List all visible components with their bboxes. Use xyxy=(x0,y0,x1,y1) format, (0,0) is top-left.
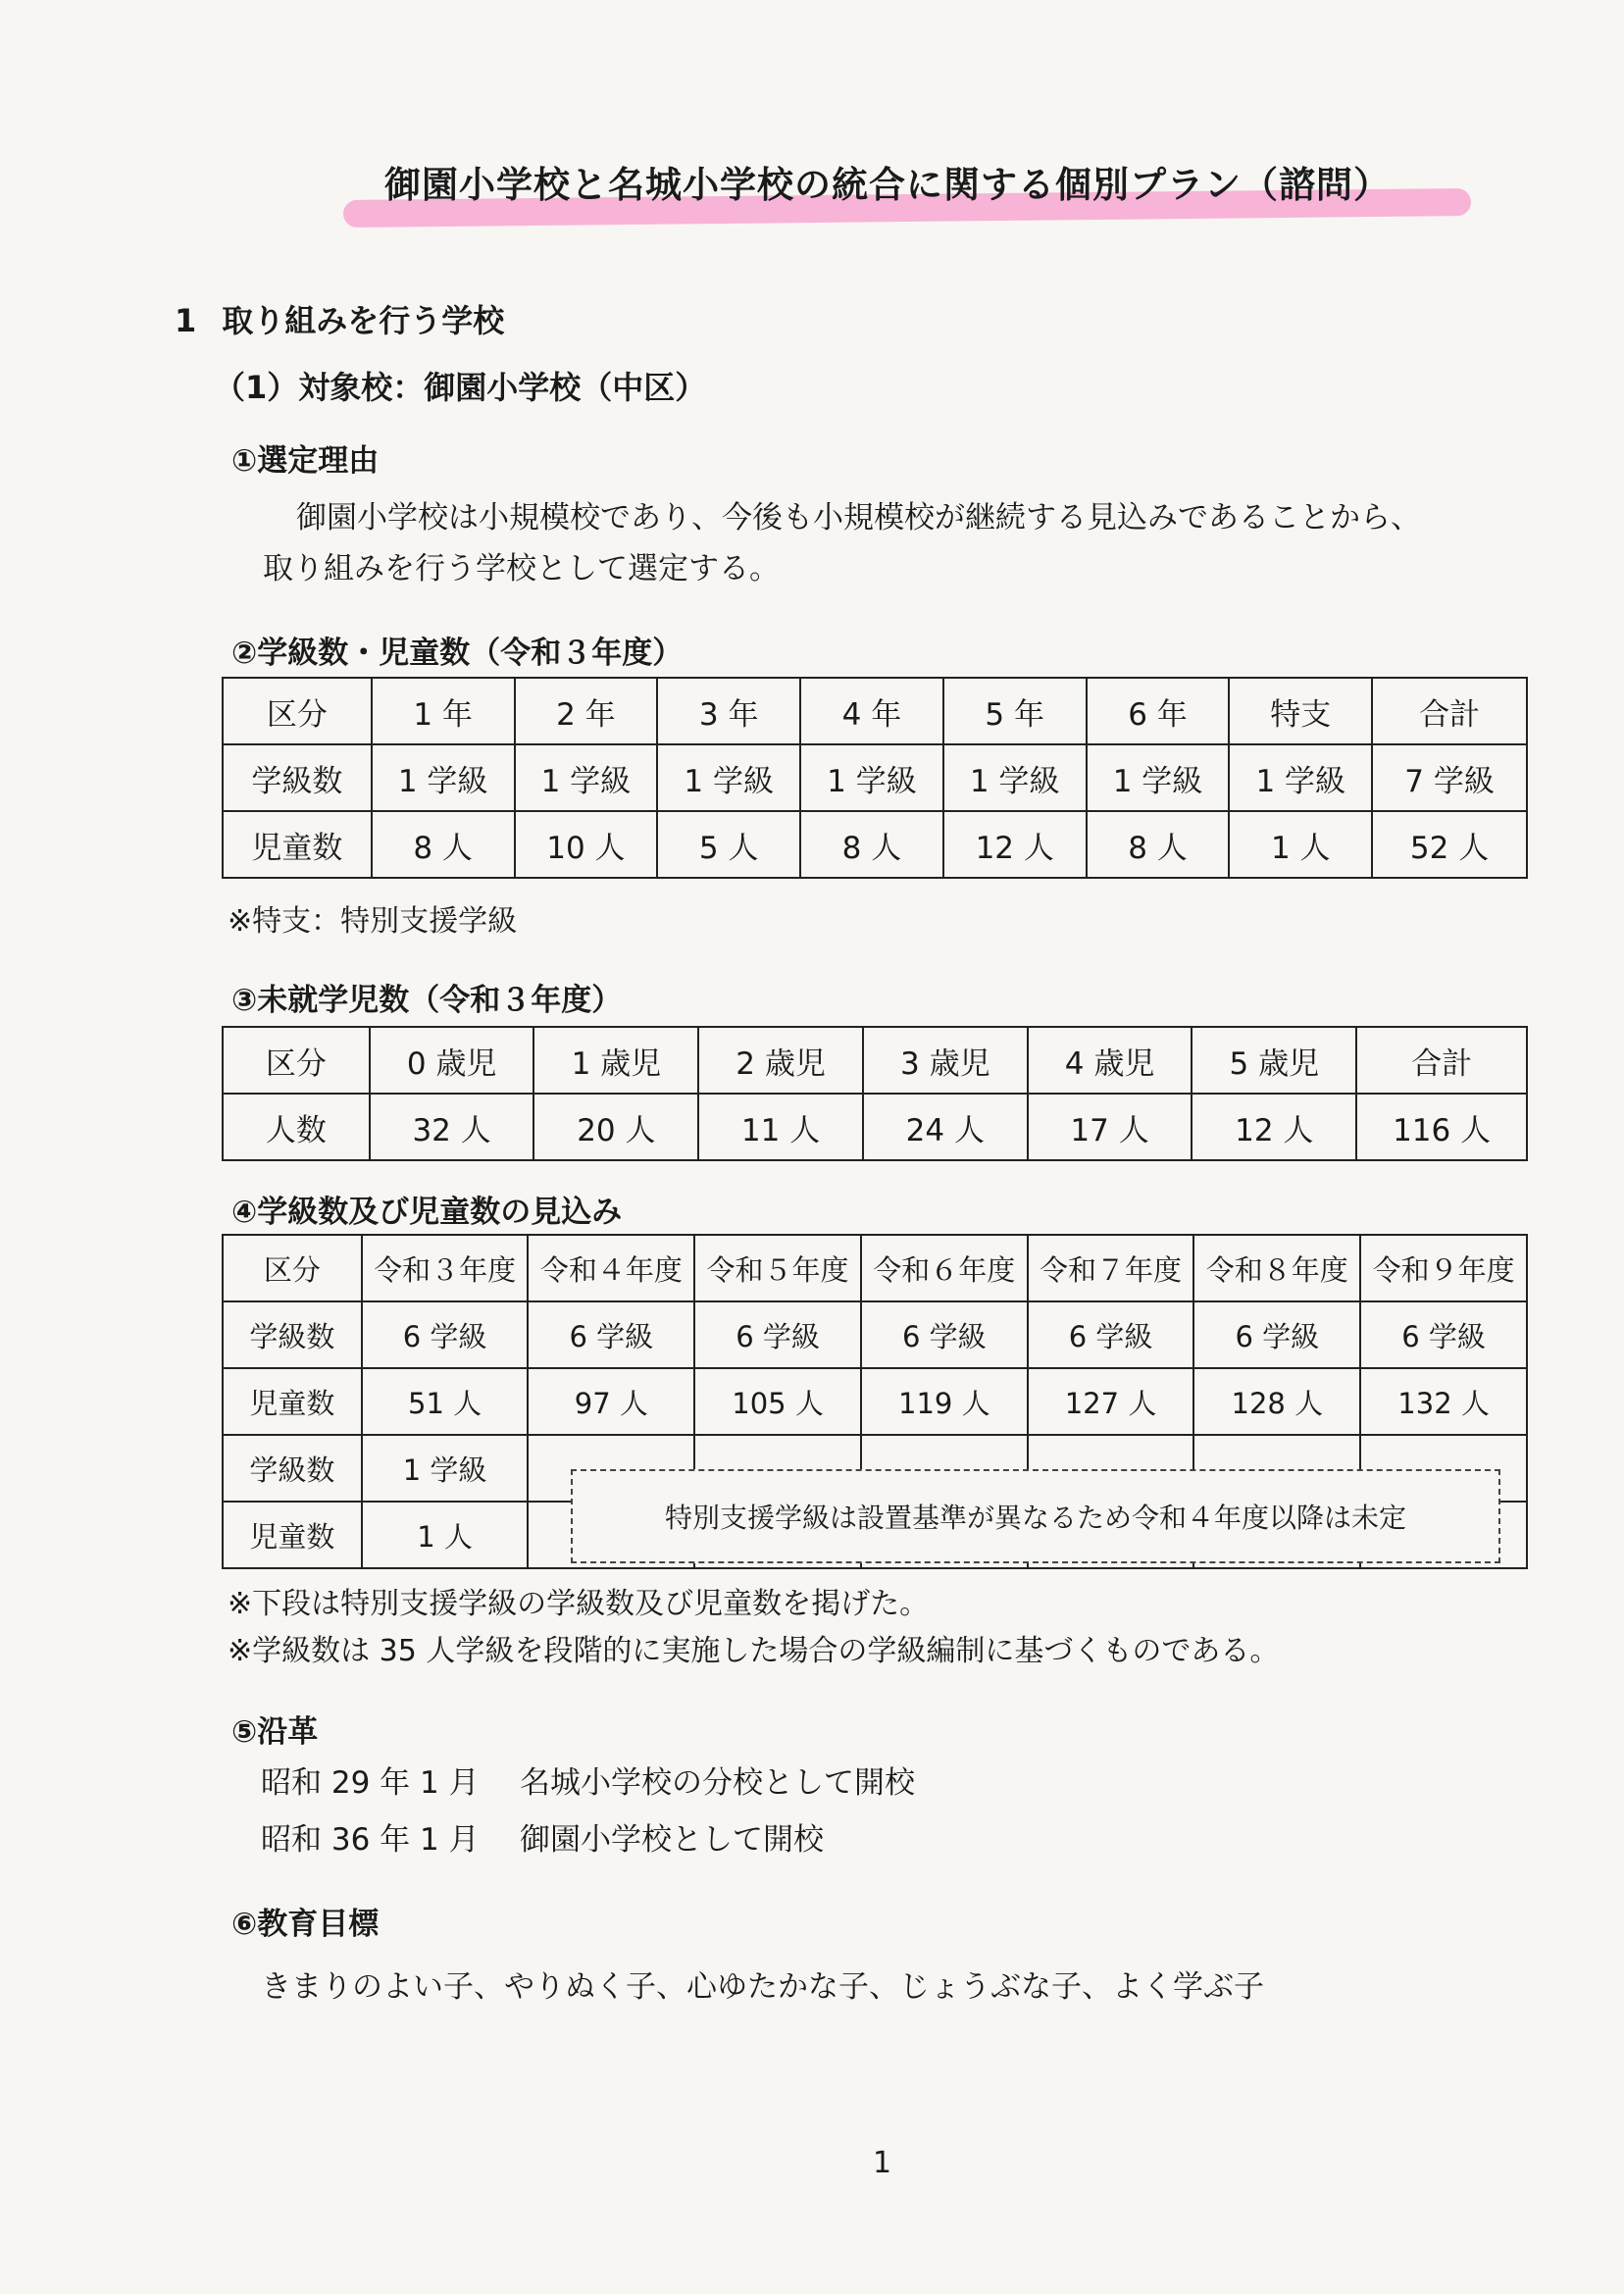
table-header-row xyxy=(223,1027,1527,1094)
table-cell: 6 学級 xyxy=(528,1301,694,1368)
table-cell: 97 人 xyxy=(528,1368,694,1435)
table-cell: 20 人 xyxy=(533,1094,698,1160)
table-cell: 区分 xyxy=(223,1027,370,1094)
table-cell: 合計 xyxy=(1372,678,1527,744)
classes-table xyxy=(222,677,1528,879)
table-cell: 令和７年度 xyxy=(1028,1235,1194,1301)
table-cell: 51 人 xyxy=(362,1368,529,1435)
table-cell: 3 歳児 xyxy=(863,1027,1028,1094)
table-row xyxy=(223,811,1527,878)
table-cell: 1 歳児 xyxy=(533,1027,698,1094)
table-cell: 1 学級 xyxy=(362,1435,529,1502)
table-cell: 127 人 xyxy=(1028,1368,1194,1435)
table-cell: 1 年 xyxy=(372,678,515,744)
table-cell: 119 人 xyxy=(861,1368,1028,1435)
table-cell: 令和８年度 xyxy=(1193,1235,1360,1301)
table-cell: 8 人 xyxy=(800,811,943,878)
table-cell: 令和４年度 xyxy=(528,1235,694,1301)
table-cell: 2 年 xyxy=(515,678,658,744)
table-cell: 11 人 xyxy=(698,1094,863,1160)
table-cell: 1 学級 xyxy=(1087,744,1230,811)
table-cell: 52 人 xyxy=(1372,811,1527,878)
table-cell: 区分 xyxy=(223,1235,362,1301)
table-cell: 8 人 xyxy=(1087,811,1230,878)
table-cell: 1 学級 xyxy=(657,744,800,811)
table-cell: 10 人 xyxy=(515,811,658,878)
table-cell: 6 学級 xyxy=(694,1301,861,1368)
table-cell: 4 年 xyxy=(800,678,943,744)
section-heading xyxy=(175,296,504,341)
table-cell: 学級数 xyxy=(223,1301,362,1368)
history-item xyxy=(261,1814,824,1865)
history-text: 名城小学校の分校として開校 xyxy=(520,1765,915,1801)
table-cell: 6 学級 xyxy=(861,1301,1028,1368)
table-header-row xyxy=(223,1235,1527,1301)
table-cell: 1 人 xyxy=(1229,811,1372,878)
table-cell: 令和５年度 xyxy=(694,1235,861,1301)
table-row xyxy=(223,1368,1527,1435)
goals-heading: ⑥教育目標 xyxy=(231,1907,380,1942)
table-cell: 合計 xyxy=(1356,1027,1527,1094)
table-cell: 令和９年度 xyxy=(1360,1235,1527,1301)
history-heading: ⑤沿革 xyxy=(231,1714,319,1750)
table-cell: 7 学級 xyxy=(1372,744,1527,811)
table-cell: 児童数 xyxy=(223,1368,362,1435)
table-row xyxy=(223,1301,1527,1368)
table-cell: 1 学級 xyxy=(1229,744,1372,811)
table-cell: 区分 xyxy=(223,678,372,744)
page-number: 1 xyxy=(873,2146,892,2180)
classes-note: ※特支：特別支援学級 xyxy=(228,904,518,939)
reason-line-2: 取り組みを行う学校として選定する。 xyxy=(263,551,780,586)
preschool-table xyxy=(222,1026,1528,1161)
table-cell: 2 歳児 xyxy=(698,1027,863,1094)
history-date: 昭和 29 年 1 月 xyxy=(261,1765,480,1801)
table-cell: 12 人 xyxy=(943,811,1087,878)
table-cell: 132 人 xyxy=(1360,1368,1527,1435)
page-title: 御園小学校と名城小学校の統合に関する個別プラン（諮問） xyxy=(384,164,1391,206)
table-cell: 17 人 xyxy=(1028,1094,1193,1160)
table-cell: 8 人 xyxy=(372,811,515,878)
table-cell: 特支 xyxy=(1229,678,1372,744)
table-row xyxy=(223,1094,1527,1160)
table-cell: 1 学級 xyxy=(800,744,943,811)
preschool-heading: ③未就学児数（令和３年度） xyxy=(231,983,623,1018)
table-cell: 5 歳児 xyxy=(1192,1027,1356,1094)
table-cell: 5 人 xyxy=(657,811,800,878)
table-cell: 学級数 xyxy=(223,1435,362,1502)
history-item xyxy=(261,1758,915,1809)
table-cell: 105 人 xyxy=(694,1368,861,1435)
reason-heading: ①選定理由 xyxy=(231,443,380,479)
table-cell: 学級数 xyxy=(223,744,372,811)
table-cell: 5 年 xyxy=(943,678,1087,744)
table-cell: 人数 xyxy=(223,1094,370,1160)
table-cell: 令和３年度 xyxy=(362,1235,529,1301)
goals-text: きまりのよい子、やりぬく子、心ゆたかな子、じょうぶな子、よく学ぶ子 xyxy=(261,1969,1264,2005)
table-cell: 令和６年度 xyxy=(861,1235,1028,1301)
table-cell: 1 人 xyxy=(362,1502,529,1568)
table-row xyxy=(223,744,1527,811)
table-cell: 6 学級 xyxy=(1193,1301,1360,1368)
table-cell: 6 年 xyxy=(1087,678,1230,744)
table-cell: 6 学級 xyxy=(1360,1301,1527,1368)
table-cell: 32 人 xyxy=(370,1094,534,1160)
section-number: 1 xyxy=(175,302,197,339)
table-cell: 0 歳児 xyxy=(370,1027,534,1094)
table-cell: 24 人 xyxy=(863,1094,1028,1160)
table-cell: 6 学級 xyxy=(1028,1301,1194,1368)
undecided-note-text: 特別支援学級は設置基準が異なるため令和４年度以降は未定 xyxy=(664,1502,1406,1534)
table-cell: 児童数 xyxy=(223,811,372,878)
table-cell: 12 人 xyxy=(1192,1094,1356,1160)
reason-line-1: 御園小学校は小規模校であり、今後も小規模校が継続する見込みであることから、 xyxy=(296,500,1421,535)
forecast-note-2: ※学級数は 35 人学級を段階的に実施した場合の学級編制に基づくものである。 xyxy=(228,1634,1280,1668)
table-cell: 116 人 xyxy=(1356,1094,1527,1160)
history-text: 御園小学校として開校 xyxy=(520,1822,824,1858)
table-cell: 6 学級 xyxy=(362,1301,529,1368)
table-cell: 4 歳児 xyxy=(1028,1027,1193,1094)
table-cell: 児童数 xyxy=(223,1502,362,1568)
history-date: 昭和 36 年 1 月 xyxy=(261,1822,480,1858)
forecast-heading: ④学級数及び児童数の見込み xyxy=(231,1195,623,1230)
section-label: 取り組みを行う学校 xyxy=(222,302,505,339)
table-cell: 3 年 xyxy=(657,678,800,744)
undecided-note-box xyxy=(571,1469,1500,1563)
table-cell: 1 学級 xyxy=(372,744,515,811)
subsection-heading: （1）対象校：御園小学校（中区） xyxy=(214,369,707,406)
forecast-note-1: ※下段は特別支援学級の学級数及び児童数を掲げた。 xyxy=(228,1587,930,1621)
classes-heading: ②学級数・児童数（令和３年度） xyxy=(231,636,684,671)
table-cell: 128 人 xyxy=(1193,1368,1360,1435)
table-header-row xyxy=(223,678,1527,744)
table-cell: 1 学級 xyxy=(515,744,658,811)
table-cell: 1 学級 xyxy=(943,744,1087,811)
